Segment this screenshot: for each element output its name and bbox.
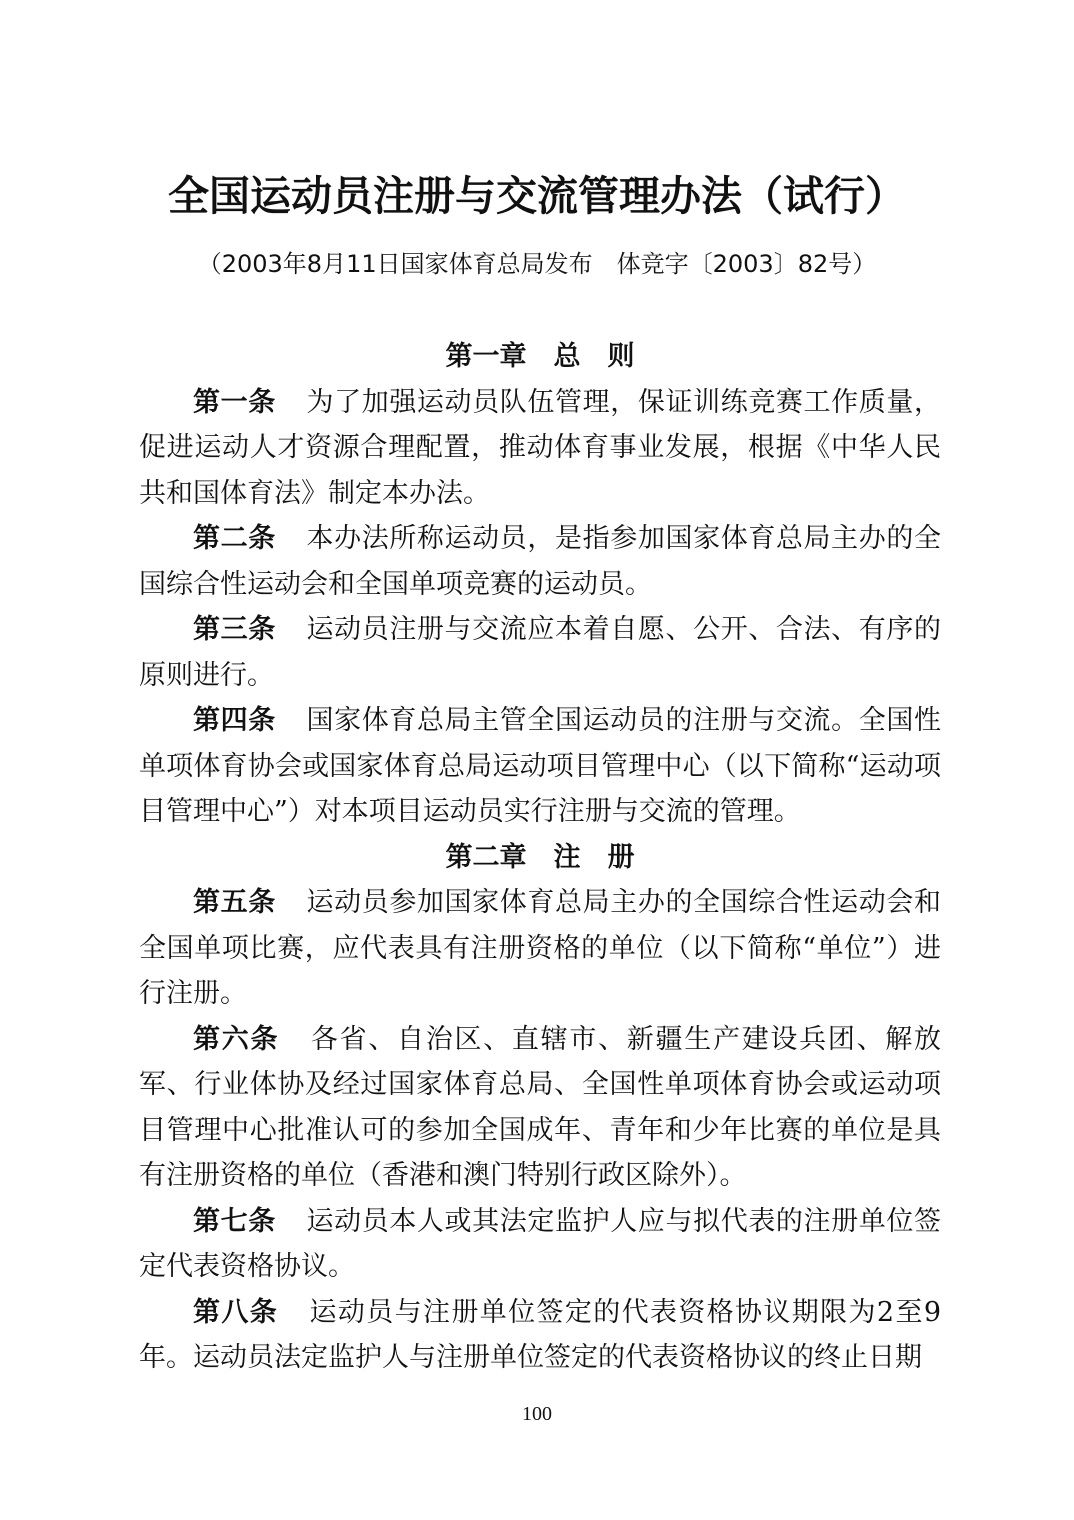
chapter-heading: 第一章 总 则 [445,341,635,372]
article-label: 第二条 [193,523,276,554]
article-text: 本办法所称运动员，是指参加国家体育总局主办的全国综合性运动会和全国单项竞赛的运动员。 [139,523,942,600]
article-text: 为了加强运动员队伍管理，保证训练竞赛工作质量，促进运动人才资源合理配置，推动体育事业发展，根据《中华人民共和国体育法》制定本办法。 [139,386,942,509]
article-paragraph [139,880,941,1017]
article-text: 运动员参加国家体育总局主办的全国综合性运动会和全国单项比赛，应代表具有注册资格的单位（以下简称“单位”）进行注册。 [139,887,942,1009]
document-body [139,334,941,1381]
article-paragraph [139,1290,941,1381]
article-label: 第六条 [193,1023,280,1055]
article-paragraph [139,1199,941,1290]
article-paragraph [139,380,941,517]
article-text: 运动员注册与交流应本着自愿、公开、合法、有序的原则进行。 [139,614,942,691]
article-label: 第七条 [193,1205,276,1237]
article-text: 运动员本人或其法定监护人应与拟代表的注册单位签定代表资格协议。 [139,1205,942,1282]
article-label: 第一条 [193,386,276,418]
article-label: 第四条 [193,705,276,736]
page-number: 100 [522,1403,552,1425]
article-label: 第五条 [193,887,276,918]
article-label: 第八条 [193,1296,279,1328]
article-paragraph [139,698,941,835]
chapter-heading: 第二章 注 册 [445,841,635,873]
article-text: 各省、自治区、直辖市、新疆生产建设兵团、解放军、行业体协及经过国家体育总局、全国性单项体育协会或运动项目管理中心批准认可的参加全国成年、青年和少年比赛的单位是具有注册资格的单位（香港和澳门特别行政区除外）。 [139,1023,942,1191]
article-paragraph [139,1017,941,1199]
document-title: 全国运动员注册与交流管理办法（试行） [168,172,906,220]
document-subtitle: （2003年8月11日国家体育总局发布 体竞字〔2003〕82号） [197,250,877,278]
article-paragraph [139,516,941,607]
article-label: 第三条 [193,614,276,645]
article-paragraph [139,607,941,698]
article-text: 运动员与注册单位签定的代表资格协议期限为2至9年。运动员法定监护人与注册单位签定的代表资格协议的终止日期 [139,1296,942,1373]
article-text: 国家体育总局主管全国运动员的注册与交流。全国性单项体育协会或国家体育总局运动项目管理中心（以下简称“运动项目管理中心”）对本项目运动员实行注册与交流的管理。 [139,705,942,827]
